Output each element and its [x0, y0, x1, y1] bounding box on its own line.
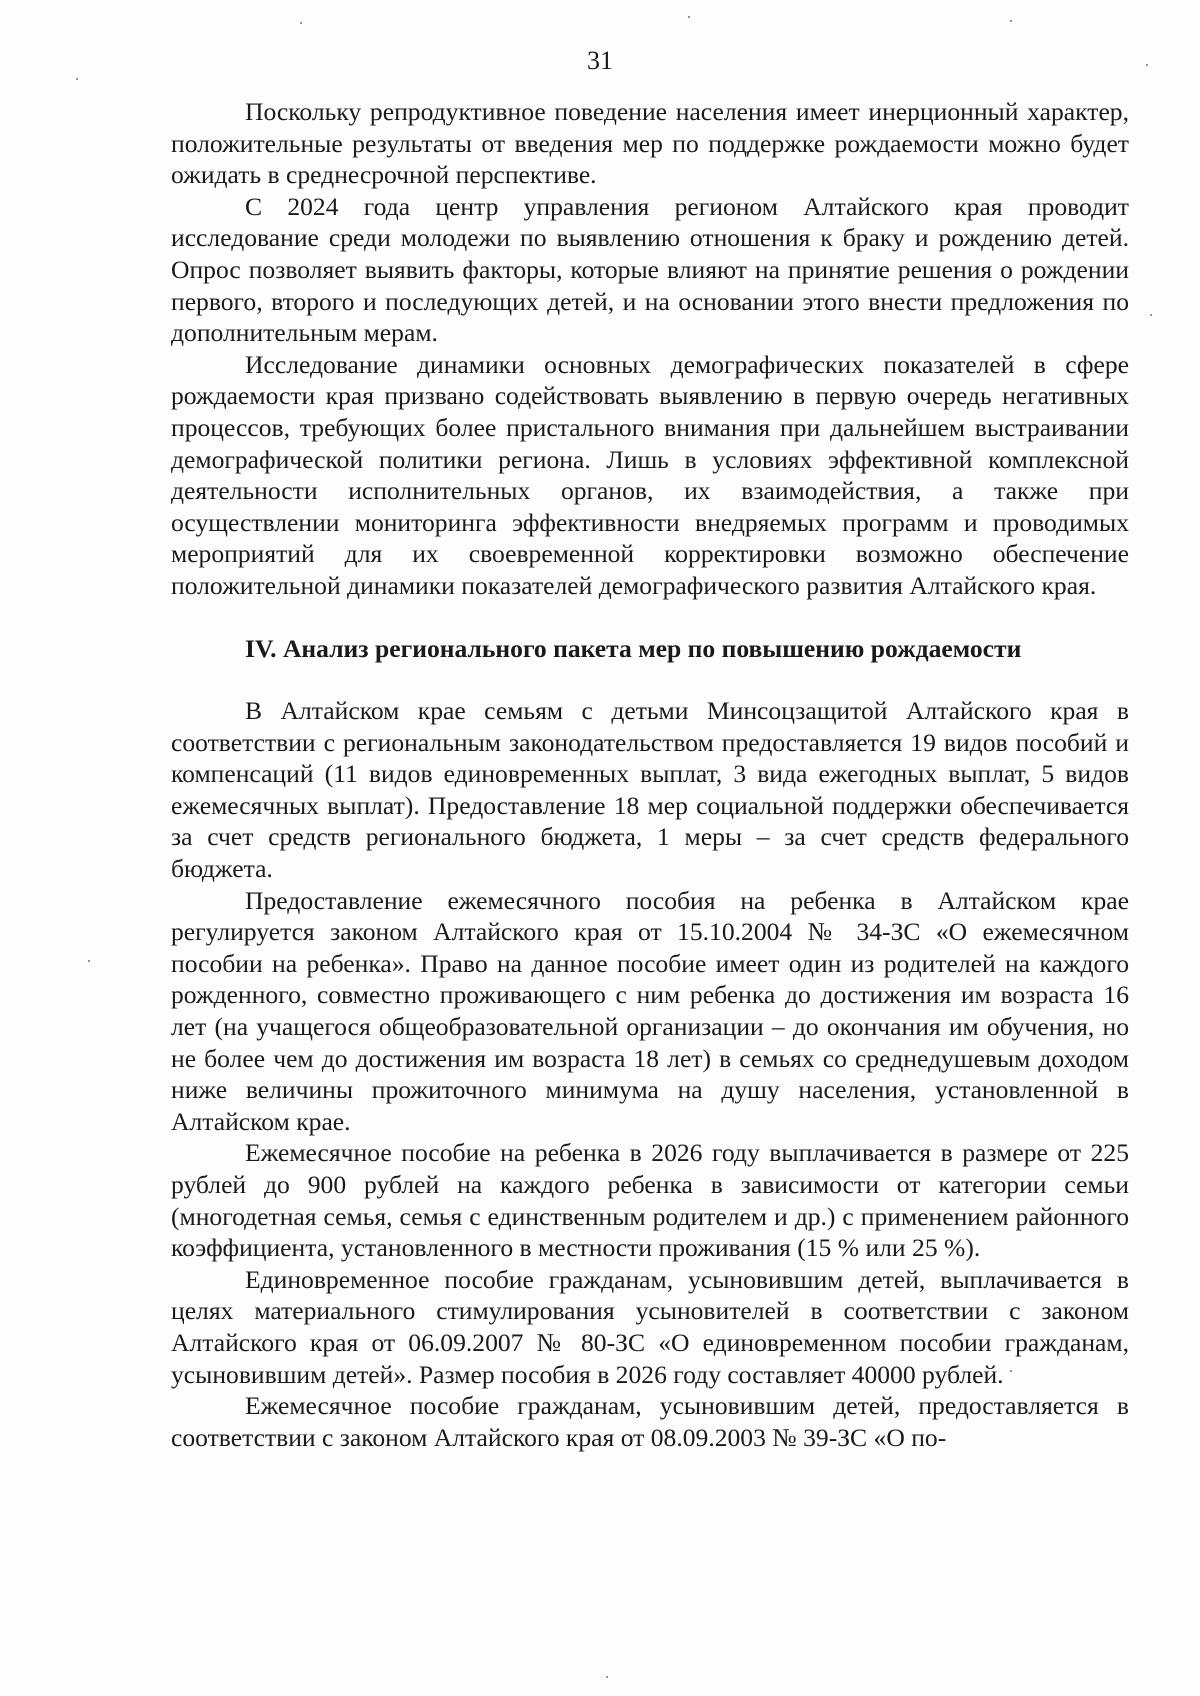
- paragraph: С 2024 года центр управления регионом Алтайского края проводит исследование среди молодежи по выявлению отношения к браку и рождению детей. Опрос позволяет выявить факторы, которые влияют на принятие решения о рождении первого, второго и последующих детей, и на основании этого внести предложения по дополнительным мерам.: [171, 191, 1129, 348]
- document-body: [171, 96, 1129, 1453]
- scan-speck: [76, 78, 78, 80]
- paragraph: Ежемесячное пособие на ребенка в 2026 году выплачивается в размере от 225 рублей до 900 рублей на каждого ребенка в зависимости от категории семьи (многодетная семья, семья с единственным родителем и др.) с применением районного коэффициента, установленного в местности проживания (15 % или 25 %).: [171, 1138, 1129, 1263]
- paragraph: Единовременное пособие гражданам, усыновившим детей, выплачивается в целях материального стимулирования усыновителей в соответствии с законом Алтайского края от 06.09.2007 № 80-ЗС «О единовременном пособии гражданам, усыновившим детей». Размер пособия в 2026 году составляет 40000 рублей.: [171, 1264, 1129, 1389]
- scan-speck: [300, 22, 302, 24]
- scan-speck: [1146, 64, 1148, 66]
- paragraph: Поскольку репродуктивное поведение населения имеет инерционный характер, положительные результаты от введения мер по поддержке рождаемости можно будет ожидать в среднесрочной перспективе.: [171, 97, 1129, 190]
- scan-speck: [1010, 20, 1012, 22]
- scan-speck: [1150, 314, 1152, 316]
- section-heading: IV. Анализ регионального пакета мер по повышению рождаемости: [245, 633, 1022, 663]
- scan-speck: [606, 1676, 608, 1678]
- scan-speck: [688, 16, 690, 18]
- paragraph: Предоставление ежемесячного пособия на ребенка в Алтайском крае регулируется законом Алтайского края от 15.10.2004 № 34-ЗС «О ежемесячном пособии на ребенка». Право на данное пособие имеет один из родителей на каждого рожденного, совместно проживающего с ним ребенка до достижения им возраста 16 лет (на учащегося общеобразовательной организации – до окончания им обучения, но не более чем до достижения им возраста 18 лет) в семьях со среднедушевым доходом ниже величины прожиточного минимума на душу населения, установленной в Алтайском крае.: [171, 885, 1129, 1136]
- paragraph: В Алтайском крае семьям с детьми Минсоцзащитой Алтайского края в соответствии с региональным законодательством предоставляется 19 видов пособий и компенсаций (11 видов единовременных выплат, 3 вида ежегодных выплат, 5 видов ежемесячных выплат). Предоставление 18 мер социальной поддержки обеспечивается за счет средств регионального бюджета, 1 меры – за счет средств федерального бюджета.: [171, 696, 1129, 884]
- paragraph: Ежемесячное пособие гражданам, усыновившим детей, предоставляется в соответствии с законом Алтайского края от 08.09.2003 № 39-ЗС «О по-: [171, 1391, 1129, 1452]
- page-number: 31: [587, 46, 613, 75]
- scan-speck: [1010, 1370, 1012, 1372]
- scan-speck: [88, 960, 90, 962]
- paragraph: Исследование динамики основных демографических показателей в сфере рождаемости края призвано содействовать выявлению в первую очередь негативных процессов, требующих более пристального внимания при дальнейшем выстраивании демографической политики региона. Лишь в условиях эффективной комплексной деятельности исполнительных органов, их взаимодействия, а также при осуществлении мониторинга эффективности внедряемых программ и проводимых мероприятий для их своевременной корректировки возможно обеспечение положительной динамики показателей демографического развития Алтайского края.: [171, 349, 1129, 600]
